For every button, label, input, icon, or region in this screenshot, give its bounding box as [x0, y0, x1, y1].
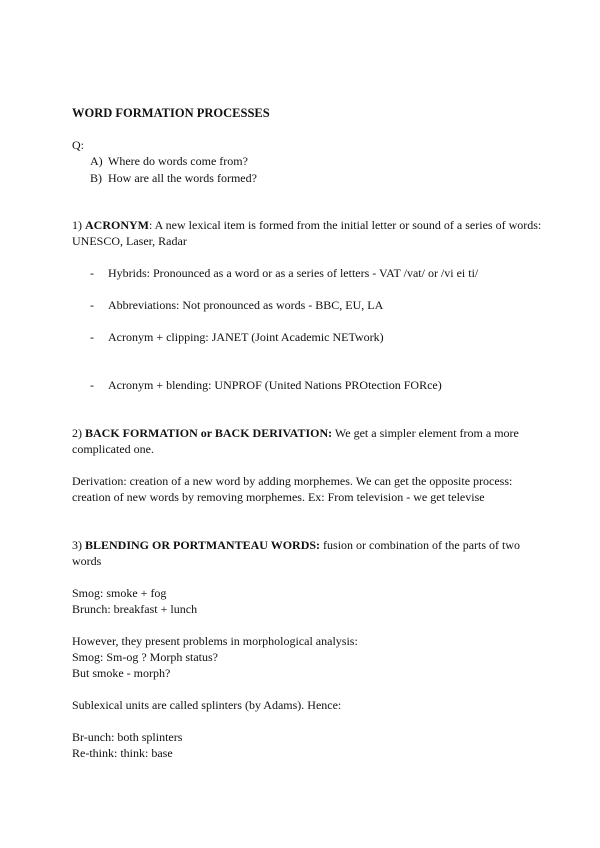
section-heading: BACK FORMATION or BACK DERIVATION: — [85, 426, 333, 440]
question-marker: A) — [90, 154, 103, 168]
section-acronym — [72, 217, 542, 249]
question-item-a — [90, 153, 248, 169]
section-blending — [72, 537, 542, 569]
list-item — [90, 265, 478, 281]
section-number: 1) — [72, 218, 85, 232]
dash-marker: - — [90, 298, 94, 312]
question-label: Q: — [72, 138, 84, 152]
paragraph: Derivation: creation of a new word by adding morphemes. We can get the opposite process: creation of new words by removing morphemes. Ex: From television - we get televise — [72, 474, 513, 504]
example-line: Smog: smoke + fog — [72, 586, 167, 600]
section-heading: ACRONYM — [85, 218, 149, 232]
example-line: Br-unch: both splinters — [72, 730, 183, 744]
page-title: WORD FORMATION PROCESSES — [72, 106, 270, 120]
example-line: Brunch: breakfast + lunch — [72, 602, 198, 616]
list-item-text: Acronym + clipping: JANET (Joint Academic NETwork) — [108, 330, 384, 344]
text-line: But smoke - morph? — [72, 666, 171, 680]
text-line: Smog: Sm-og ? Morph status? — [72, 650, 218, 664]
section-heading: BLENDING OR PORTMANTEAU WORDS: — [85, 538, 321, 552]
list-item — [90, 377, 442, 393]
example-line: Re-think: think: base — [72, 746, 173, 760]
text-line: However, they present problems in morphological analysis: — [72, 634, 358, 648]
question-text: How are all the words formed? — [108, 171, 257, 185]
document-page — [72, 0, 552, 848]
list-item — [90, 297, 383, 313]
question-marker: B) — [90, 171, 102, 185]
list-item-text: Abbreviations: Not pronounced as words - BBC, EU, LA — [108, 298, 384, 312]
section-back-formation — [72, 425, 542, 457]
list-item — [90, 329, 384, 345]
section-number: 2) — [72, 426, 85, 440]
dash-marker: - — [90, 378, 94, 392]
section-text: We get a simpler element from a more complicated one. — [72, 426, 519, 456]
text-line: Sublexical units are called splinters (by Adams). Hence: — [72, 698, 342, 712]
question-text: Where do words come from? — [108, 154, 248, 168]
section-text: fusion or combination of the parts of two words — [72, 538, 521, 568]
dash-marker: - — [90, 330, 94, 344]
list-item-text: Acronym + blending: UNPROF (United Nations PROtection FORce) — [108, 378, 442, 392]
question-item-b — [90, 170, 257, 186]
section-number: 3) — [72, 538, 85, 552]
list-item-text: Hybrids: Pronounced as a word or as a series of letters - VAT /vat/ or /vi ei ti/ — [108, 266, 479, 280]
section-text: : A new lexical item is formed from the initial letter or sound of a series of words: UNESCO, Laser, Radar — [72, 218, 542, 248]
dash-marker: - — [90, 266, 94, 280]
